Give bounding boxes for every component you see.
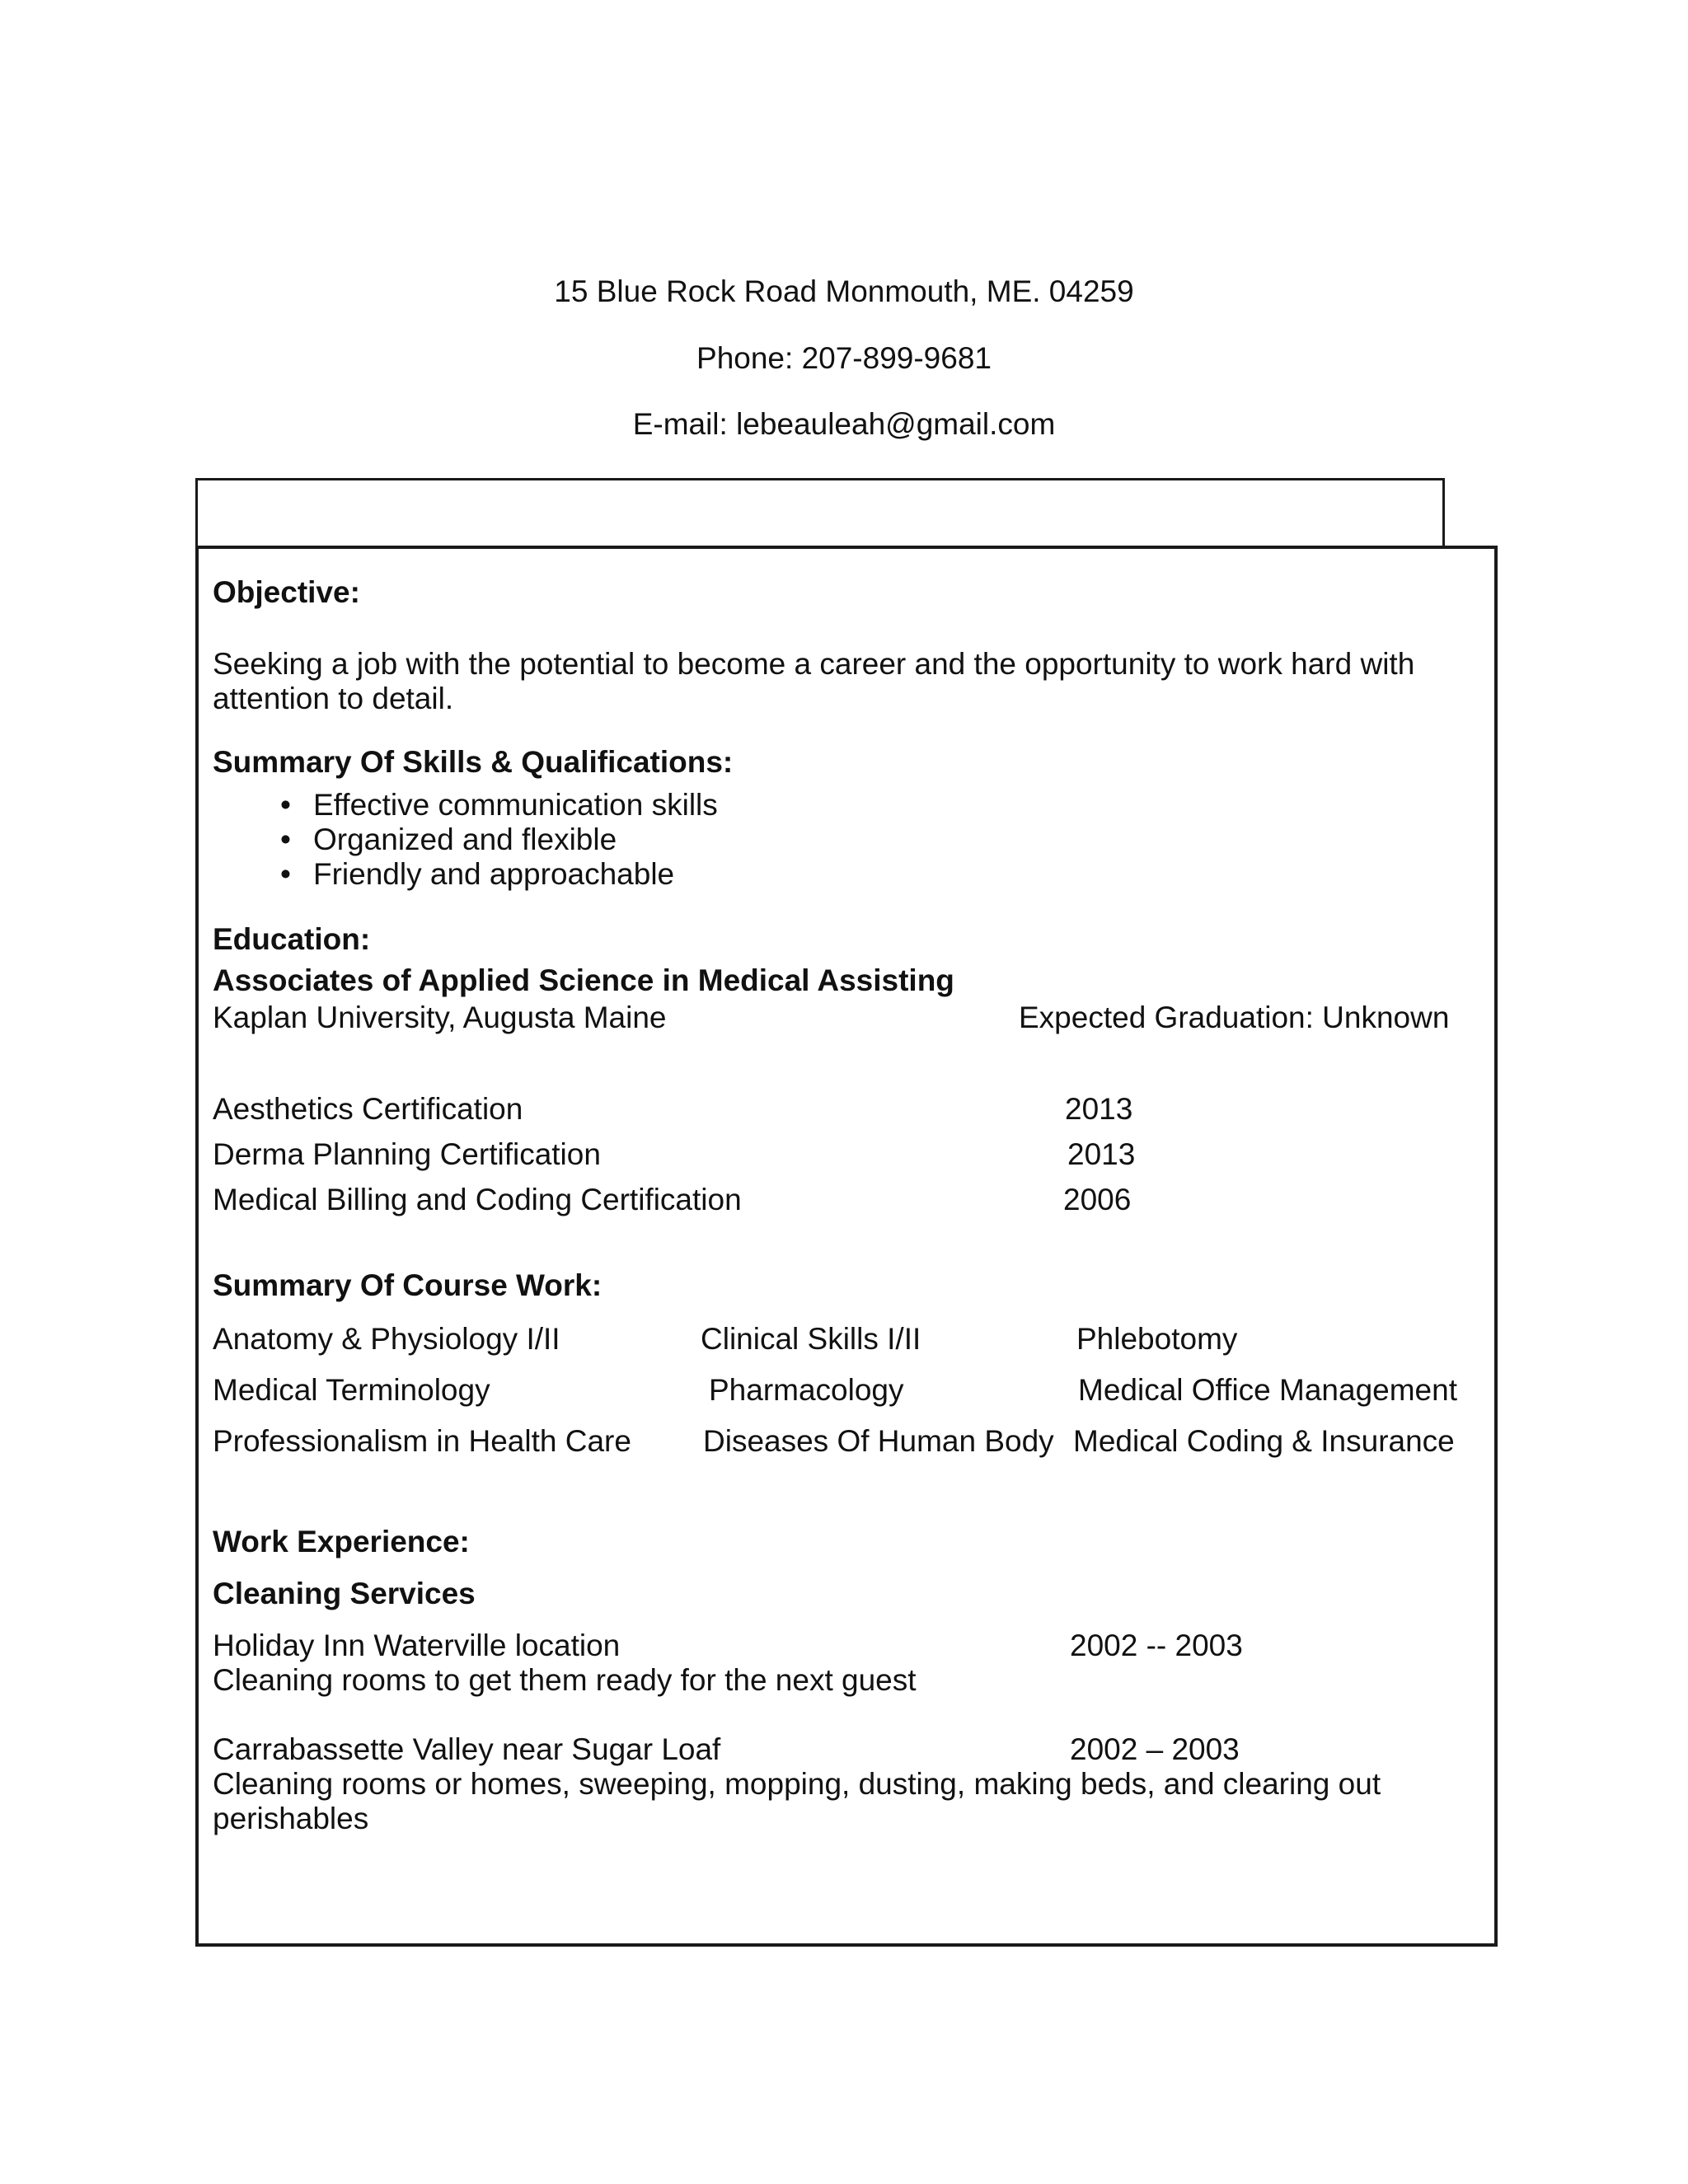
objective-heading: Objective: <box>213 575 360 609</box>
course-item: Phlebotomy <box>1076 1322 1238 1356</box>
course-item: Medical Terminology <box>213 1373 490 1407</box>
course-item: Pharmacology <box>709 1373 904 1407</box>
course-item: Medical Office Management <box>1078 1373 1457 1407</box>
skill-item: Friendly and approachable <box>313 857 675 891</box>
work-category: Cleaning Services <box>213 1577 476 1610</box>
bullet-icon: • <box>280 857 291 891</box>
certification-year: 2006 <box>1063 1183 1132 1216</box>
job-dates: 2002 -- 2003 <box>1070 1629 1243 1662</box>
skill-item: Organized and flexible <box>313 823 617 856</box>
course-item: Diseases Of Human Body <box>703 1424 1054 1458</box>
certification-name: Derma Planning Certification <box>213 1137 601 1171</box>
coursework-heading: Summary Of Course Work: <box>213 1268 603 1302</box>
name-box <box>195 478 1445 548</box>
job-description: Cleaning rooms or homes, sweeping, mopping, dusting, making beds, and clearing out <box>213 1767 1381 1801</box>
course-item: Clinical Skills I/II <box>701 1322 921 1356</box>
certification-year: 2013 <box>1065 1092 1133 1126</box>
job-place: Holiday Inn Waterville location <box>213 1629 621 1662</box>
education-degree: Associates of Applied Science in Medical Assisting <box>213 963 954 997</box>
education-graduation: Expected Graduation: Unknown <box>1019 1001 1450 1034</box>
course-item: Anatomy & Physiology I/II <box>213 1322 560 1356</box>
contact-address: 15 Blue Rock Road Monmouth, ME. 04259 <box>554 274 1134 308</box>
education-heading: Education: <box>213 922 371 956</box>
objective-text-line-2: attention to detail. <box>213 682 454 715</box>
bullet-icon: • <box>280 823 291 856</box>
skills-heading: Summary Of Skills & Qualifications: <box>213 745 734 779</box>
course-item: Professionalism in Health Care <box>213 1424 631 1458</box>
contact-email: E-mail: lebeauleah@gmail.com <box>632 407 1056 441</box>
job-place: Carrabassette Valley near Sugar Loaf <box>213 1732 721 1766</box>
work-heading: Work Experience: <box>213 1525 470 1558</box>
job-dates: 2002 – 2003 <box>1070 1732 1240 1766</box>
job-description: Cleaning rooms to get them ready for the next guest <box>213 1663 917 1697</box>
objective-text-line-1: Seeking a job with the potential to become a career and the opportunity to work hard with <box>213 647 1415 681</box>
education-school: Kaplan University, Augusta Maine <box>213 1001 667 1034</box>
contact-phone: Phone: 207-899-9681 <box>696 341 992 375</box>
certification-name: Aesthetics Certification <box>213 1092 523 1126</box>
course-item: Medical Coding & Insurance <box>1073 1424 1455 1458</box>
bullet-icon: • <box>280 788 291 822</box>
job-description: perishables <box>213 1802 369 1835</box>
certification-year: 2013 <box>1067 1137 1136 1171</box>
skill-item: Effective communication skills <box>313 788 718 822</box>
certification-name: Medical Billing and Coding Certification <box>213 1183 742 1216</box>
